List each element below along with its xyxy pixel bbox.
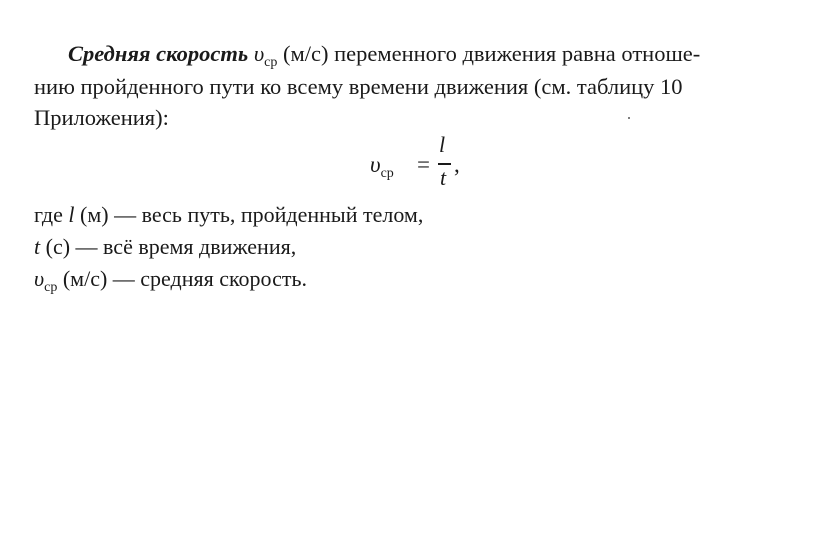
definition-distance: [34, 201, 423, 229]
formula-equals-sign: =: [417, 152, 430, 177]
definition-time: [34, 233, 296, 261]
formula-numerator: l: [439, 132, 446, 157]
definition-average-speed: [34, 265, 307, 297]
formula-velocity-subscript: ср: [380, 166, 394, 181]
definition-distance-text: (м) — весь путь, пройденный телом,: [74, 202, 424, 227]
formula-lhs: [370, 152, 394, 181]
distance-symbol: l: [68, 202, 75, 227]
definition-speed-text: (м/с) — средняя скорость.: [57, 266, 308, 291]
time-symbol: t: [34, 234, 41, 259]
velocity-subscript: ср: [264, 55, 278, 70]
formula-fraction: [438, 132, 452, 194]
defined-term: Средняя скорость: [68, 41, 249, 66]
average-speed-formula: [370, 132, 480, 194]
formula-comma: ,: [454, 152, 460, 177]
speed-subscript: ср: [44, 280, 58, 295]
definition-time-text: (с) — всё время движения,: [40, 234, 297, 259]
paragraph-line-1: [68, 40, 700, 72]
paragraph-line-1-text: (м/с) переменного движения равна отноше-: [277, 41, 701, 66]
speed-symbol: υ: [34, 266, 45, 291]
formula-velocity-symbol: υ: [370, 152, 381, 177]
definition-prefix: где: [34, 202, 69, 227]
formula-denominator: t: [440, 165, 447, 190]
scan-speck: [628, 117, 630, 119]
velocity-symbol: υ: [253, 41, 265, 66]
paragraph-line-2: нию пройденного пути ко всему времени движения (см. таблицу 10: [34, 74, 683, 99]
paragraph-line-3: Приложения):: [34, 105, 169, 130]
